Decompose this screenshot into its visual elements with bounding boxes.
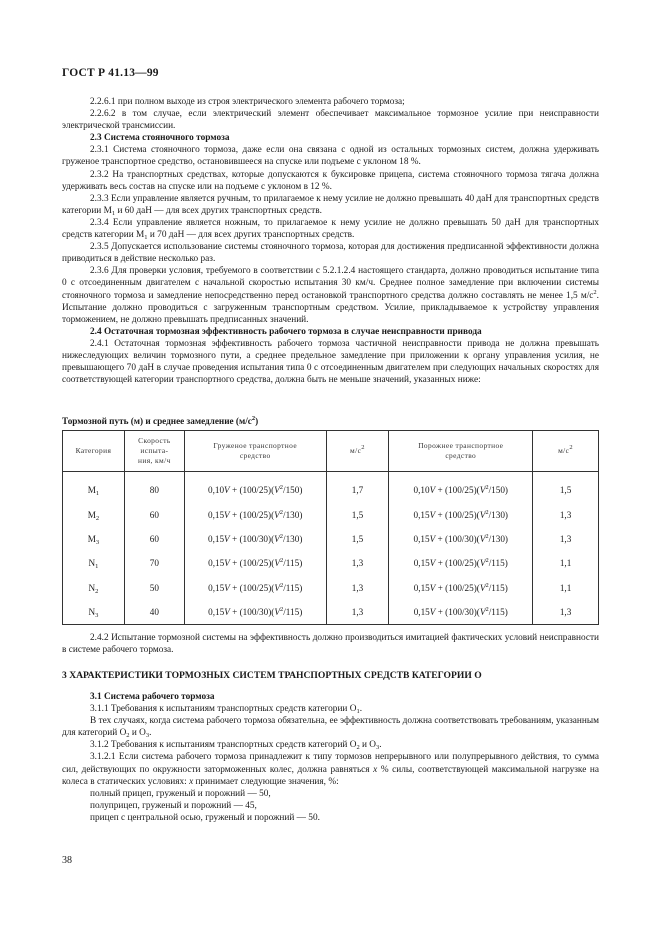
paragraph: 2.3.4 Если управление является ножным, то прилагаемое к нему усилие не должно превышать 50 даН для транспортных средств категории $M_1$ и 70 даН — для всех других транспортных средств. — [62, 217, 599, 242]
header-category: Категория — [63, 431, 125, 472]
cell-decel-unloaded: 1,5 — [533, 472, 599, 503]
cell-category: $M_1$ — [63, 472, 125, 503]
cell-decel-loaded: 1,3 — [326, 551, 389, 575]
header-loaded: Груженое транспортное средство — [184, 431, 326, 472]
cell-unloaded: $0,15V + (100/30)(V^2/130)$ — [389, 527, 533, 551]
paragraph: 2.4.1 Остаточная тормозная эффективность рабочего тормоза частичной неисправности привода не должна превышать нижеследующих величин тормозного пути, а среднее предельное замедление при приложении к органу управления усилия, не превышающего 70 даН в случае проведения испытания типа 0 с отсоединенным двигателем при следующих начальных скоростях для соответствующей категории транспортного средства, должна быть не меньше значений, указанных ниже: — [62, 338, 599, 386]
paragraph: 2.2.6.2 в том случае, если электрический элемент обеспечивает максимальное тормозное усилие при неисправности электрической трансмиссии. — [62, 109, 599, 132]
cell-decel-loaded: 1,5 — [326, 502, 389, 526]
paragraph: В тех случаях, когда система рабочего тормоза обязательна, ее эффективность должна соответствовать требованиям, указанным для категорий $O_2$ и $O_3$. — [62, 716, 599, 740]
paragraph: 2.3.6 Для проверки условия, требуемого в соответствии с 5.2.1.2.4 настоящего стандарта, должно проводиться испытание типа 0 с отсоединенным двигателем с начальной скоростью испытания 30 км/ч. Среднее полное замедление при включении системы стояночного тормоза и замедление непосредственно перед остановкой транспортного средства должно составлять не менее 1,5 $м/с^2$. Испытание должно проводиться с загруженным транспортным средством. Усилие, прикладываемое к устройству управления торможением, не должно превышать предписанных значений. — [62, 266, 599, 325]
table-row — [63, 472, 599, 503]
cell-decel-loaded: 1,5 — [326, 527, 389, 551]
paragraph: полуприцеп, груженый и порожний — 45, — [90, 800, 257, 811]
cell-speed: 70 — [124, 551, 184, 575]
cell-loaded: $0,15V + (100/25)(V^2/130)$ — [184, 502, 326, 526]
cell-category: $N_1$ — [63, 551, 125, 575]
table-row — [63, 502, 599, 526]
cell-speed: 60 — [124, 502, 184, 526]
cell-category: $N_3$ — [63, 600, 125, 625]
table-row — [63, 527, 599, 551]
section-3-title: 3 ХАРАКТЕРИСТИКИ ТОРМОЗНЫХ СИСТЕМ ТРАНСПОРТНЫХ СРЕДСТВ КАТЕГОРИИ О — [62, 670, 482, 681]
paragraph: 2.3.3 Если управление является ручным, то прилагаемое к нему усилие не должно превышать 40 даН для транспортных средств категории $M_1$ и 60 даН — для всех других транспортных средств. — [62, 193, 599, 217]
header-speed: Скорость испыта- ния, км/ч — [124, 431, 184, 472]
cell-speed: 80 — [124, 472, 184, 503]
section-3-text — [62, 691, 599, 824]
header-decel-loaded: $м/с^2$ — [326, 431, 389, 472]
cell-unloaded: $0,10V + (100/25)(V^2/150)$ — [389, 472, 533, 503]
cell-loaded: $0,15V + (100/25)(V^2/115)$ — [184, 576, 326, 600]
cell-loaded: $0,15V + (100/30)(V^2/130)$ — [184, 527, 326, 551]
table-row — [63, 600, 599, 625]
cell-decel-unloaded: 1,3 — [533, 527, 599, 551]
cell-category: $N_2$ — [63, 576, 125, 600]
paragraph-heading: 2.3 Система стояночного тормоза — [90, 133, 230, 144]
header-unloaded: Порожнее транспортное средство — [389, 431, 533, 472]
body-text — [62, 96, 599, 386]
braking-table — [62, 430, 599, 625]
cell-decel-loaded: 1,7 — [326, 472, 389, 503]
paragraph: 3.1.1 Требования к испытаниям транспортных средств категории $O_1$. — [90, 704, 363, 716]
cell-speed: 50 — [124, 576, 184, 600]
cell-decel-unloaded: 1,1 — [533, 576, 599, 600]
cell-loaded: $0,10V + (100/25)(V^2/150)$ — [184, 472, 326, 503]
table-caption: Тормозной путь (м) и среднее замедление $(м/с^2)$ — [62, 415, 259, 426]
page-number: 38 — [62, 855, 72, 866]
paragraph-heading: 3.1 Система рабочего тормоза — [90, 692, 215, 702]
page-header: ГОСТ Р 41.13—99 — [62, 67, 159, 79]
cell-unloaded: $0,15V + (100/25)(V^2/115)$ — [389, 576, 533, 600]
paragraph: 2.3.2 На транспортных средствах, которые допускаются к буксировке прицепа, система стояночного тормоза тягача должна удерживать весь состав на спуске или на подъеме с уклоном в 12 %. — [62, 169, 599, 192]
cell-category: $M_2$ — [63, 502, 125, 526]
table-row — [63, 551, 599, 575]
cell-decel-loaded: 1,3 — [326, 600, 389, 625]
paragraph-heading: 2.4 Остаточная тормозная эффективность рабочего тормоза в случае неисправности привода — [90, 326, 482, 337]
cell-decel-unloaded: 1,1 — [533, 551, 599, 575]
cell-unloaded: $0,15V + (100/30)(V^2/115)$ — [389, 600, 533, 625]
cell-loaded: $0,15V + (100/30)(V^2/115)$ — [184, 600, 326, 625]
cell-unloaded: $0,15V + (100/25)(V^2/115)$ — [389, 551, 533, 575]
cell-loaded: $0,15V + (100/25)(V^2/115)$ — [184, 551, 326, 575]
cell-decel-unloaded: 1,3 — [533, 502, 599, 526]
paragraph: 3.1.2 Требования к испытаниям транспортных средств категорий $O_2$ и $O_3$. — [90, 740, 382, 752]
cell-speed: 40 — [124, 600, 184, 625]
cell-speed: 60 — [124, 527, 184, 551]
paragraph: полный прицеп, груженый и порожний — 50, — [90, 788, 271, 799]
cell-decel-loaded: 1,3 — [326, 576, 389, 600]
paragraph: 3.1.2.1 Если система рабочего тормоза принадлежит к типу тормозов непрерывного или полупрерывного действия, то сумма сил, действующих по окружности заторможенных колес, должна равняться x % силы, соответствующей максимальной нагрузке на колеса в статических условиях: x принимает следующие значения, %: — [62, 752, 599, 787]
table-row — [63, 576, 599, 600]
cell-decel-unloaded: 1,3 — [533, 600, 599, 625]
paragraph: прицеп с центральной осью, груженый и порожний — 50. — [90, 812, 320, 823]
table-header-row — [63, 431, 599, 472]
paragraph: 2.4.2 Испытание тормозной системы на эффективность должно производиться имитацией фактических условий неисправности в системе рабочего тормоза. — [62, 633, 599, 656]
paragraph: 2.2.6.1 при полном выходе из строя электрического элемента рабочего тормоза; — [90, 97, 405, 107]
paragraph: 2.3.5 Допускается использование системы стояночного тормоза, которая для достижения предписанной эффективности должна приводиться в действие несколько раз. — [62, 242, 599, 265]
paragraph: 2.3.1 Система стояночного тормоза, даже если она связана с одной из остальных тормозных систем, должна удерживать груженое транспортное средство, остановившееся на спуске или подъеме с уклоном 18 %. — [62, 145, 599, 168]
cell-unloaded: $0,15V + (100/25)(V^2/130)$ — [389, 502, 533, 526]
header-decel-unloaded: $м/с^2$ — [533, 431, 599, 472]
after-table-text — [62, 632, 599, 656]
cell-category: $M_3$ — [63, 527, 125, 551]
